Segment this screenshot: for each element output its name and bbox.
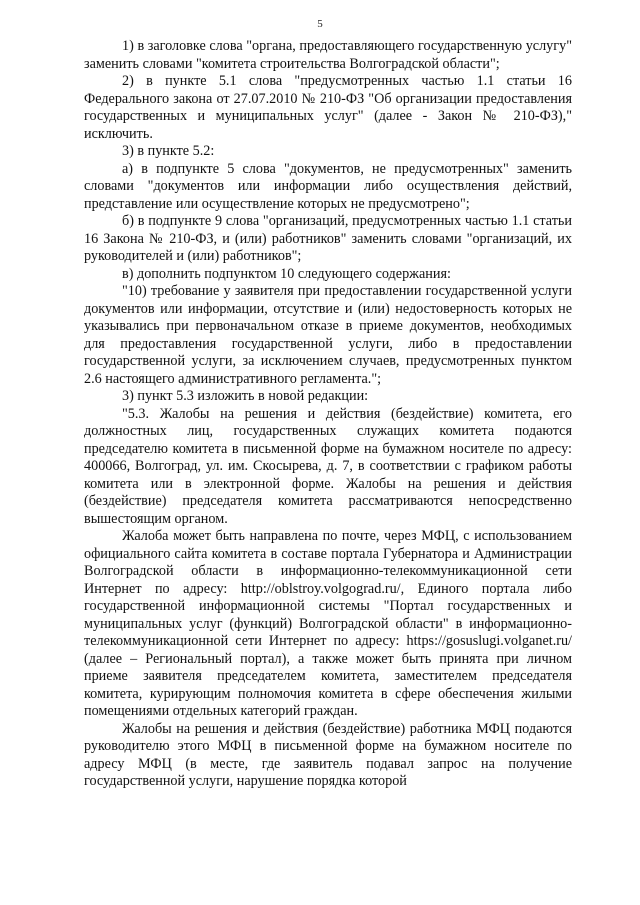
paragraph: Жалобы на решения и действия (бездействие) работника МФЦ подаются руководителю этого МФЦ в письменной форме на бумажном носителе по адресу МФЦ (в месте, где заявитель подавал запрос на получение государственной услуги, нарушение порядка которой — [84, 720, 572, 789]
paragraph: б) в подпункте 9 слова "организаций, предусмотренных частью 1.1 статьи 16 Закона № 210-ФЗ, и (или) работников" заменить словами "организаций, их руководителей и (или) работников"; — [84, 213, 572, 264]
paragraph: 1) в заголовке слова "органа, предоставляющего государственную услугу" заменить словами "комитета строительства Волгоградской области"; — [84, 38, 572, 72]
paragraph: 3) пункт 5.3 изложить в новой редакции: — [122, 388, 369, 404]
paragraph: а) в подпункте 5 слова "документов, не предусмотренных" заменить словами "документов или информации либо осуществления действий, представление или осуществление которых не предусмотрено"; — [84, 160, 572, 212]
paragraph: "10) требование у заявителя при предоставлении государственной услуги документов или информации, отсутствие и (или) недостоверность которых не указывались при первоначальном отказе в приеме документов, необходимых для предоставления государственной услуги, либо в предоставлении государственной услуги, за исключением случаев, предусмотренных пунктом 2.6 настоящего административного регламента."; — [84, 283, 572, 387]
paragraph: "5.3. Жалобы на решения и действия (бездействие) комитета, его должностных лиц, государственных служащих комитета подаются председателю комитета в письменной форме на бумажном носителе по адресу: 400066, Волгоград, ул. им. Скосырева, д. 7, в соответствии с графиком работы комитета или в электронной форме. Жалобы на решения и действия (бездействие) председателя комитета рассматриваются непосредственно вышестоящим органом. — [84, 405, 572, 527]
paragraph: в) дополнить подпунктом 10 следующего содержания: — [122, 265, 451, 282]
paragraph: 3) в пункте 5.2: — [122, 143, 215, 159]
paragraph: Жалоба может быть направлена по почте, через МФЦ, с использованием официального сайта комитета в составе портала Губернатора и Администрации Волгоградской области в информационно-телекоммуникационной сети Интернет по адресу: http://oblstroy.volgograd.ru/, Единого портала либо государственной информационной системы "Портал государственных и муниципальных услуг (функций) Волгоградской области" в информационно-телекоммуникационной сети Интернет по адресу: https://gosuslugi.volganet.ru/ (далее – Региональный портал), а также может быть принята при личном приеме заявителя председателем комитета, заместителем председателя комитета, курирующим полномочия комитета в сфере обеспечения жилыми помещениями отдельных категорий граждан. — [84, 528, 572, 719]
paragraph: 2) в пункте 5.1 слова "предусмотренных частью 1.1 статьи 16 Федерального закона от 27.07.2010 № 210-ФЗ "Об организации предоставления государственных и муниципальных услуг" (далее - Закон № 210-ФЗ)," исключить. — [84, 73, 572, 142]
page-number: 5 — [317, 18, 323, 30]
document-body — [84, 38, 572, 791]
